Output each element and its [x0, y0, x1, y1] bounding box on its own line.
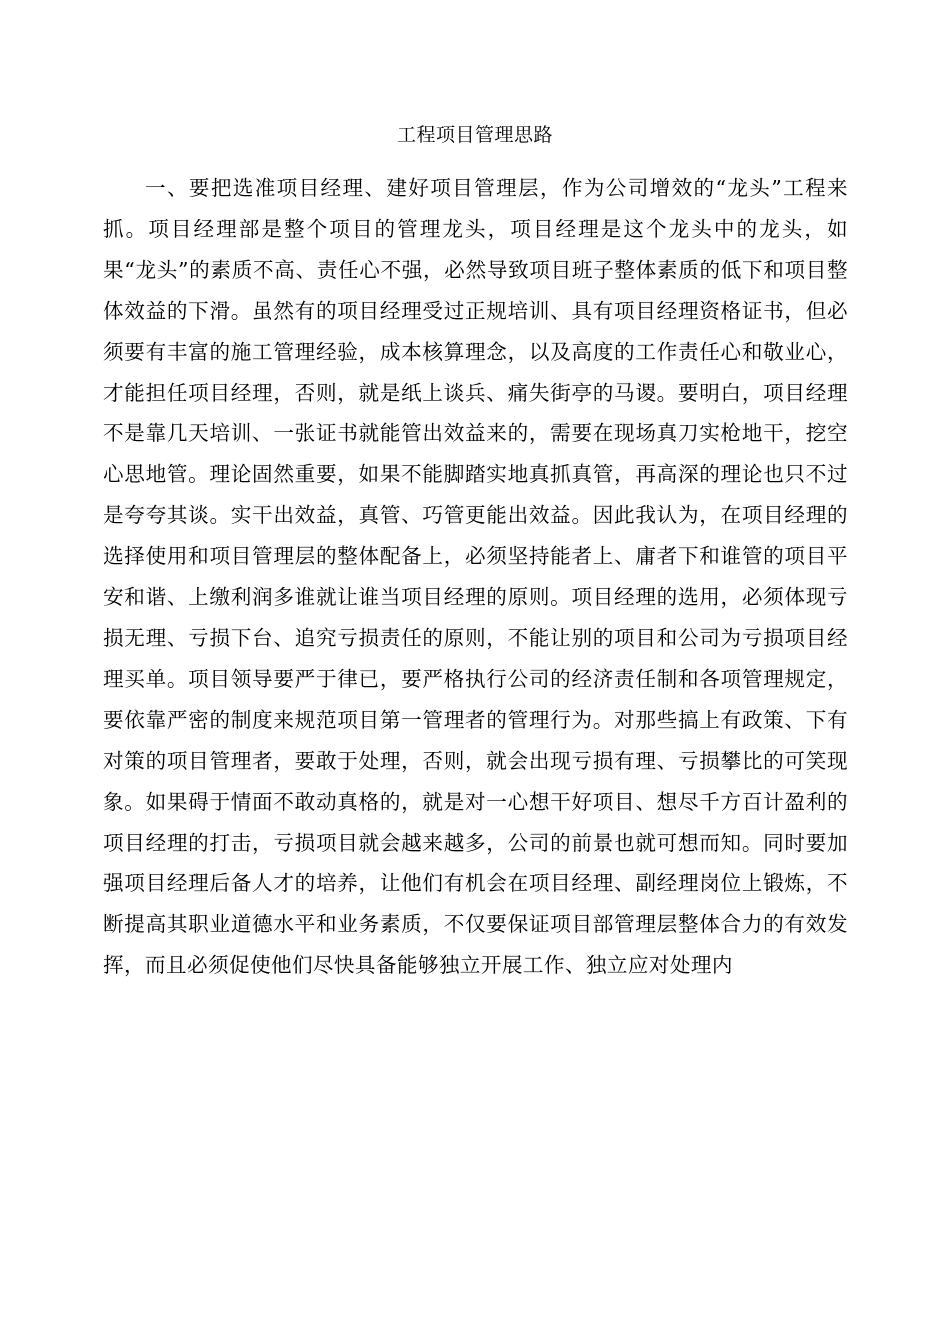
document-title: 工程项目管理思路 [396, 124, 553, 146]
body-paragraph: 一、要把选准项目经理、建好项目管理层，作为公司增效的“龙头”工程来抓。项目经理部是整个项目的管理龙头，项目经理是这个龙头中的龙头，如果“龙头”的素质不高、责任心不强，必然导致项目班子整体素质的低下和项目整体效益的下滑。虽然有的项目经理受过正规培训、具有项目经理资格证书，但必须要有丰富的施工管理经验，成本核算理念，以及高度的工作责任心和敬业心，才能担任项目经理，否则，就是纸上谈兵、痛失街亭的马谡。要明白，项目经理不是靠几天培训、一张证书就能管出效益来的，需要在现场真刀实枪地干，挖空心思地管。理论固然重要，如果不能脚踏实地真抓真管，再高深的理论也只不过是夸夸其谈。实干出效益，真管、巧管更能出效益。因此我认为，在项目经理的选择使用和项目管理层的整体配备上，必须坚持能者上、庸者下和谁管的项目平安和谐、上缴利润多谁就让谁当项目经理的原则。项目经理的选用，必须体现亏损无理、亏损下台、追究亏损责任的原则，不能让别的项目和公司为亏损项目经理买单。项目领导要严于律已，要严格执行公司的经济责任制和各项管理规定，要依靠严密的制度来规范项目第一管理者的管理行为。对那些搞上有政策、下有对策的项目管理者，要敢于处理，否则，就会出现亏损有理、亏损攀比的可笑现象。如果碍于情面不敢动真格的，就是对一心想干好项目、想尽千方百计盈利的项目经理的打击，亏损项目就会越来越多，公司的前景也就可想而知。同时要加强项目经理后备人才的培养，让他们有机会在项目经理、副经理岗位上锻炼，不断提高其职业道德水平和业务素质，不仅要保证项目部管理层整体合力的有效发挥，而且必须促使他们尽快具备能够独立开展工作、独立应对处理内 [103, 176, 848, 978]
